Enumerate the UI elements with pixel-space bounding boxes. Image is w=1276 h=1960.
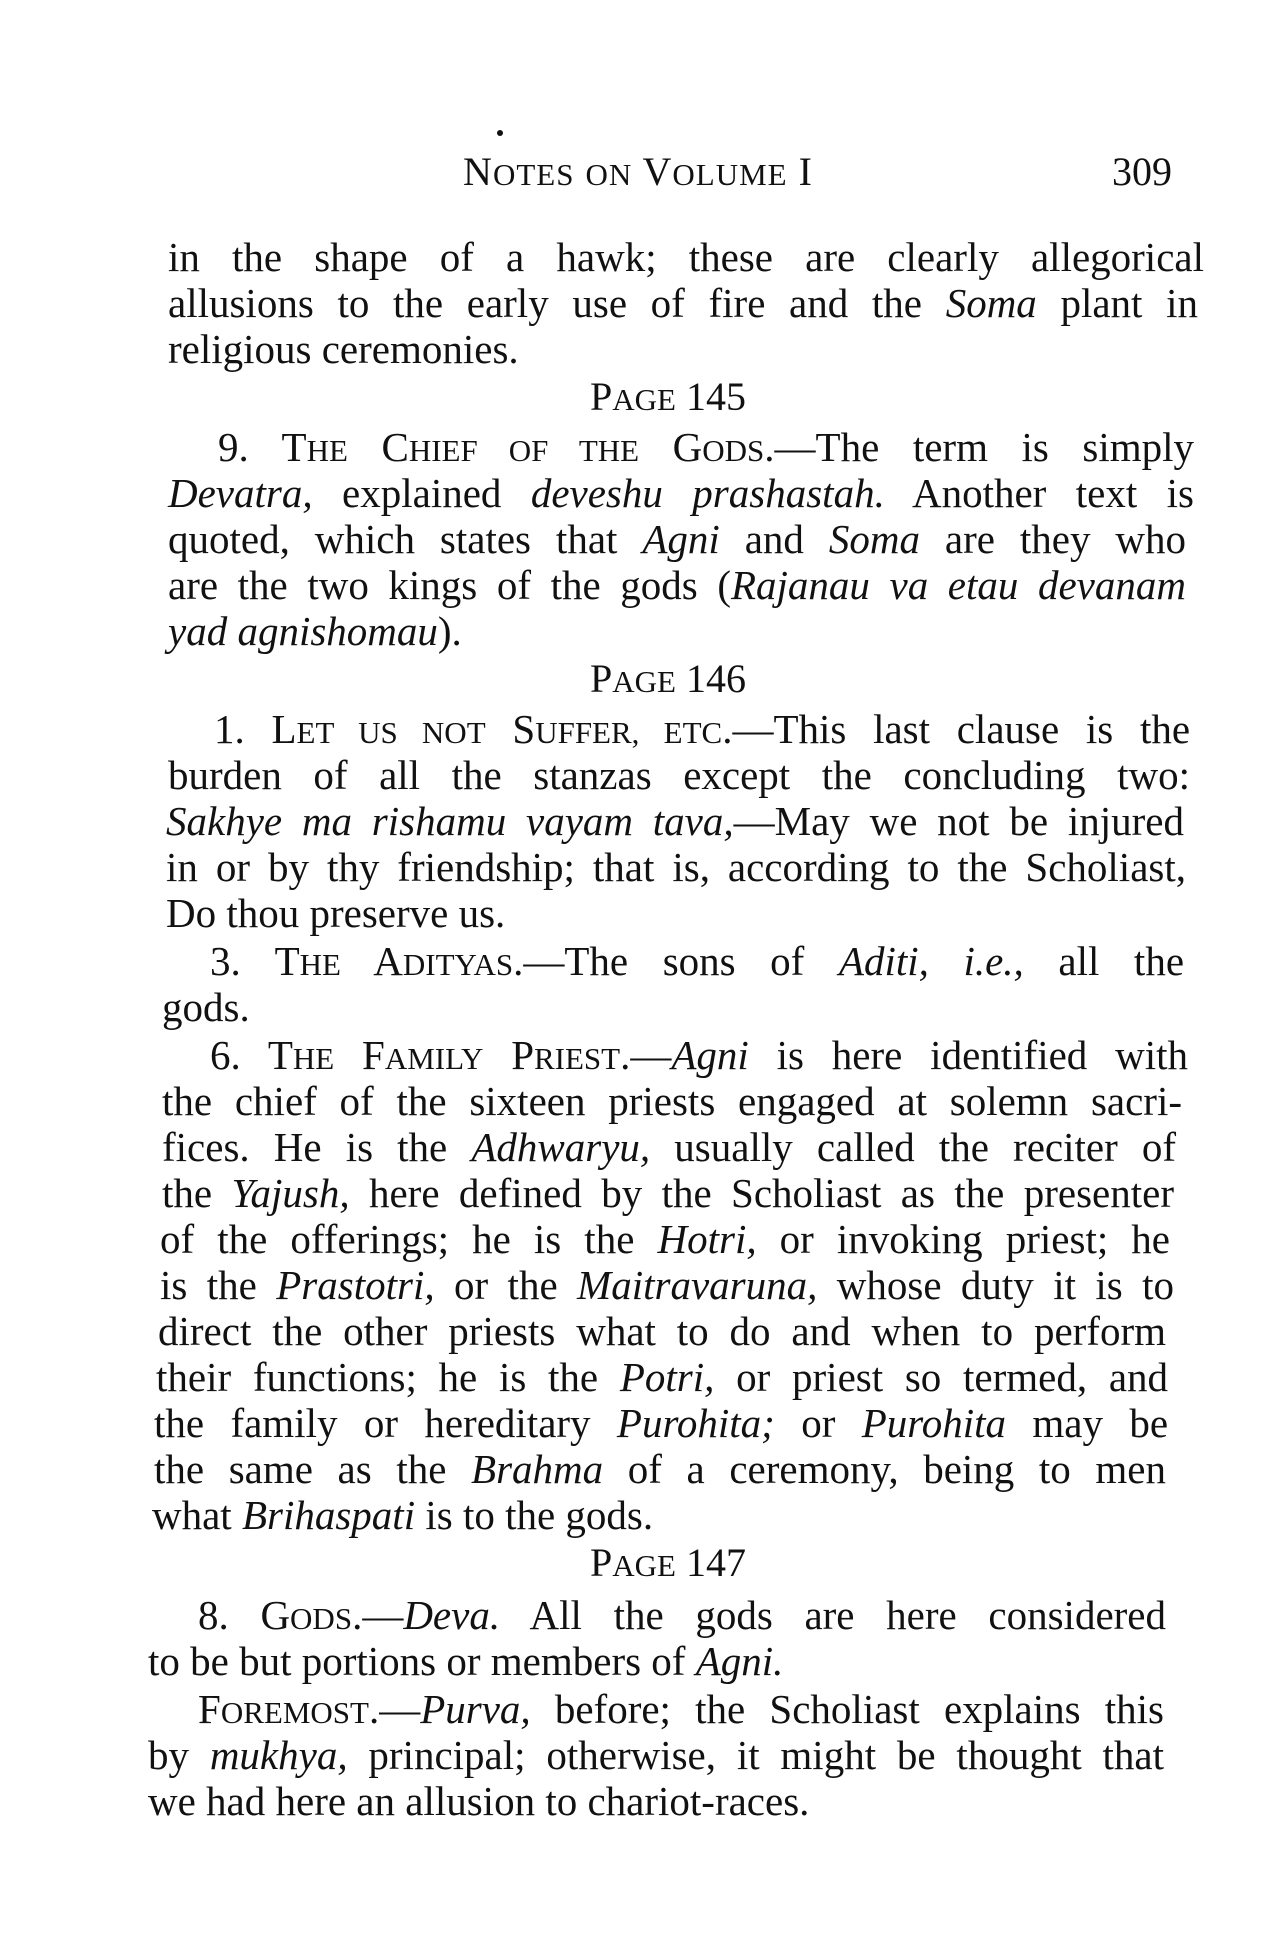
note-line: FOREMOST.—Purva, before; the Scholiast explains this — [198, 1686, 1165, 1732]
page-number: 309 — [1112, 149, 1172, 194]
text-line: Sakhye ma rishamu vayam tava,—May we not be injured — [166, 798, 1184, 844]
note-line: 3. THE ADITYAS.—The sons of Aditi, i.e., all the — [210, 938, 1185, 984]
text-line: yad agnishomau). — [168, 608, 462, 654]
note-line: 9. THE CHIEF OF THE GODS.—The term is simply — [218, 424, 1195, 470]
text-line: the family or hereditary Purohita; or Purohita may be — [154, 1400, 1169, 1446]
note-line: 8. GODS.—Deva. All the gods are here considered — [198, 1592, 1166, 1638]
note-line: 1. LET US NOT SUFFER, ETC.—This last clause is the — [214, 706, 1191, 752]
text-line: Do thou preserve us. — [166, 890, 506, 936]
text-line: the chief of the sixteen priests engaged at solemn sacri- — [162, 1078, 1182, 1124]
text-line: quoted, which states that Agni and Soma are they who — [168, 516, 1187, 562]
text-line: we had here an allusion to chariot-races. — [148, 1778, 810, 1824]
text-line: of the offerings; he is the Hotri, or invoking priest; he — [160, 1216, 1171, 1262]
text-line: in the shape of a hawk; these are clearly allegorical — [168, 234, 1204, 280]
running-header: NOTES ON VOLUME I — [463, 149, 813, 194]
page-ref-heading: PAGE 145 — [590, 374, 746, 419]
text-line: what Brihaspati is to the gods. — [152, 1492, 654, 1538]
text-line: is the Prastotri, or the Maitravaruna, whose duty it is to — [160, 1262, 1175, 1308]
text-line: gods. — [162, 984, 250, 1030]
ink-speck — [497, 130, 503, 136]
text-line: are the two kings of the gods (Rajanau va etau devanam — [168, 562, 1186, 608]
text-line: religious ceremonies. — [168, 326, 519, 372]
text-line: burden of all the stanzas except the concluding two: — [168, 752, 1190, 798]
page-ref-heading: PAGE 146 — [590, 656, 746, 701]
text-line: fices. He is the Adhwaryu, usually called the reciter of — [162, 1124, 1177, 1170]
text-line: their functions; he is the Potri, or priest so termed, and — [156, 1354, 1169, 1400]
text-line: the Yajush, here defined by the Scholiast as the presenter — [162, 1170, 1174, 1216]
page-ref-heading: PAGE 147 — [590, 1540, 746, 1585]
text-line: to be but portions or members of Agni. — [148, 1638, 784, 1684]
text-line: the same as the Brahma of a ceremony, being to men — [154, 1446, 1167, 1492]
text-line: Devatra, explained deveshu prashastah. Another text is — [168, 470, 1194, 516]
text-line: allusions to the early use of fire and the Soma plant in — [168, 280, 1199, 326]
text-line: by mukhya, principal; otherwise, it might be thought that — [148, 1732, 1165, 1778]
text-line: direct the other priests what to do and when to perform — [158, 1308, 1166, 1354]
note-line: 6. THE FAMILY PRIEST.—Agni is here identified with — [210, 1032, 1189, 1078]
text-line: in or by thy friendship; that is, according to the Scholiast, — [166, 844, 1186, 890]
